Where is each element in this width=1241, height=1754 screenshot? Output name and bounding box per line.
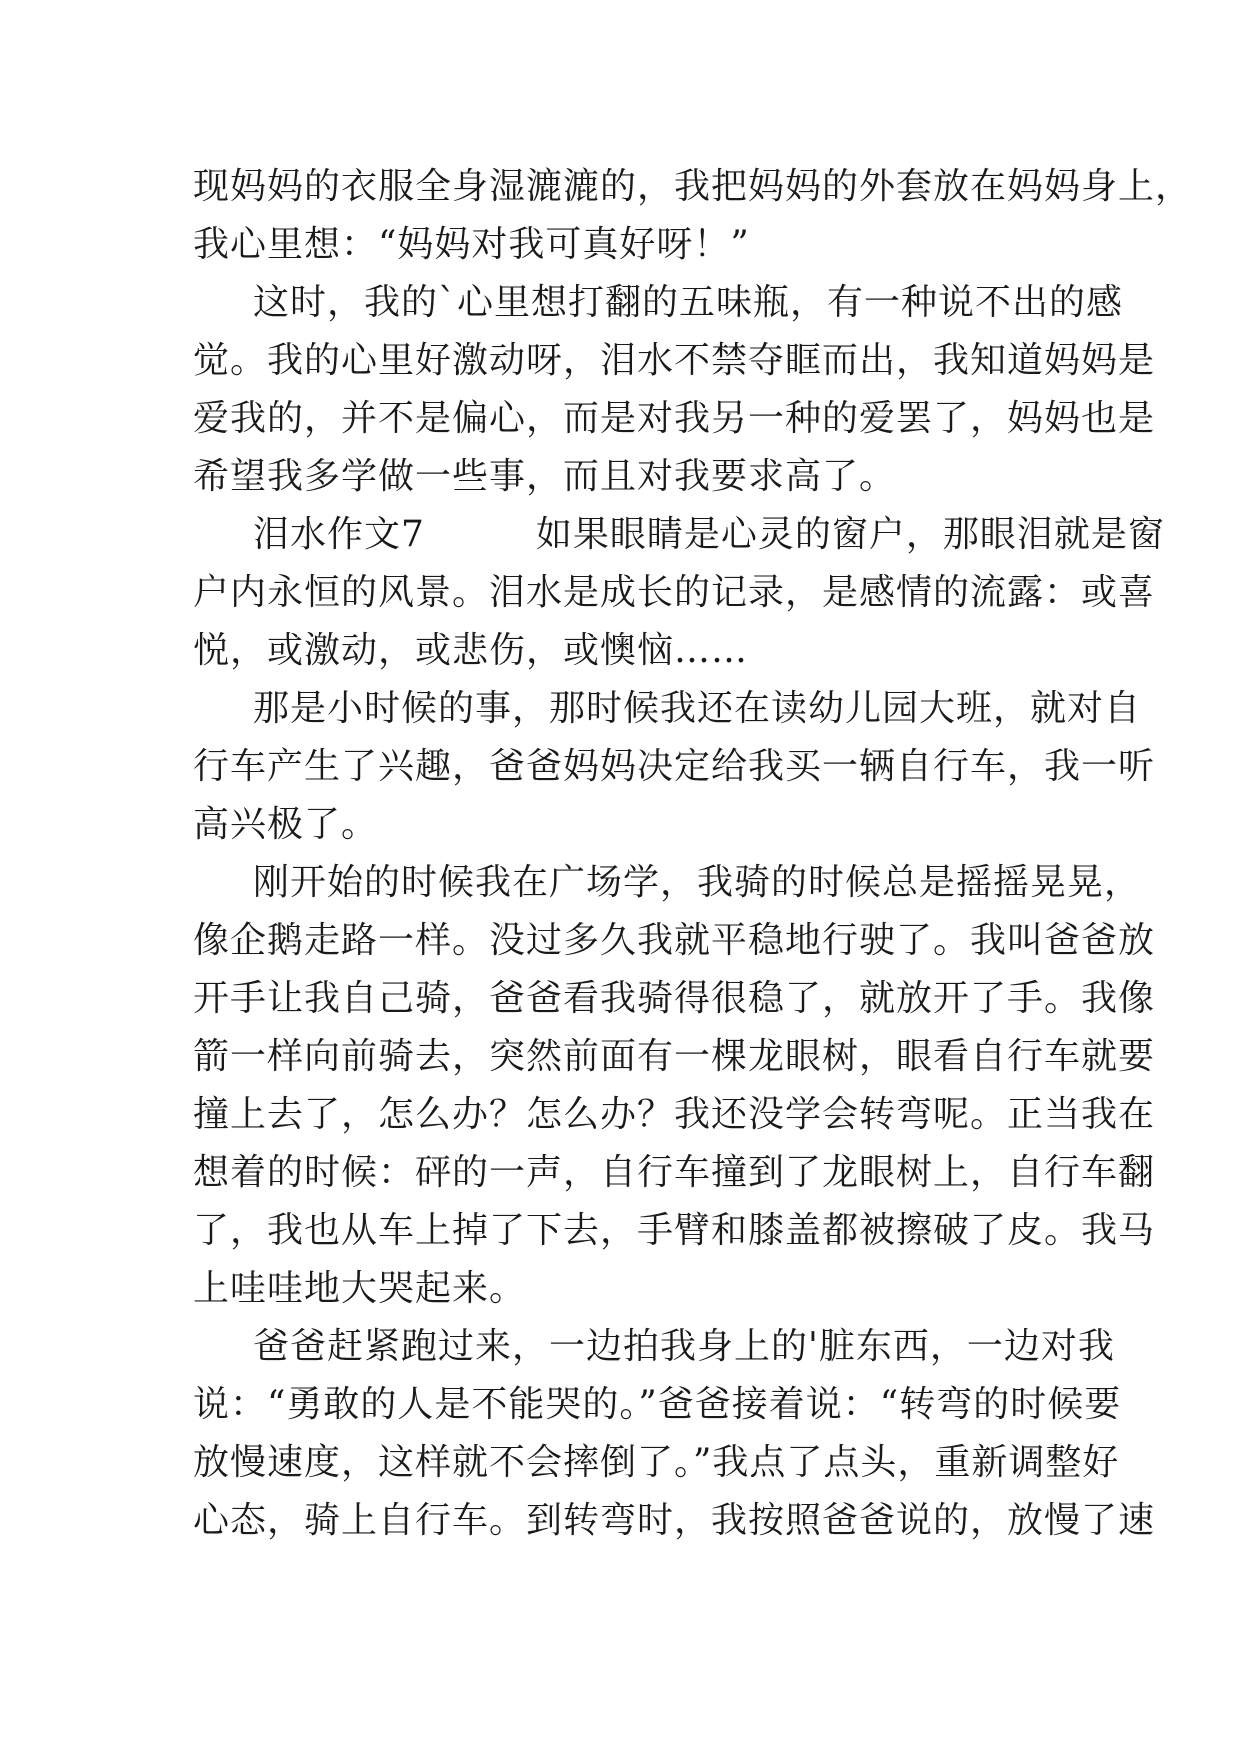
text-line: 觉。我的心里好激动呀，泪水不禁夺眶而出，我知道妈妈是 xyxy=(193,340,1156,381)
text-line: 悦，或激动，或悲伤，或懊恼…… xyxy=(193,630,749,671)
text-line: 那是小时候的事，那时候我还在读幼儿园大班，就对自 xyxy=(253,688,1142,729)
text-line: 箭一样向前骑去，突然前面有一棵龙眼树，眼看自行车就要 xyxy=(193,1036,1156,1077)
text-line: 撞上去了，怎么办？怎么办？我还没学会转弯呢。正当我在 xyxy=(193,1094,1156,1135)
text-line: 爱我的，并不是偏心，而是对我另一种的爱罢了，妈妈也是 xyxy=(193,398,1156,439)
text-line: 说：“勇敢的人是不能哭的。”爸爸接着说：“转弯的时候要 xyxy=(193,1384,1122,1425)
text-line: 户内永恒的风景。泪水是成长的记录，是感情的流露：或喜 xyxy=(193,572,1156,613)
text-line: 想着的时候：砰的一声，自行车撞到了龙眼树上，自行车翻 xyxy=(193,1152,1156,1193)
text-line: 泪水作文7 如果眼睛是心灵的窗户，那眼泪就是窗 xyxy=(253,514,1165,555)
document-body xyxy=(193,158,1193,1550)
text-line: 希望我多学做一些事，而且对我要求高了。 xyxy=(193,456,897,497)
text-line: 现妈妈的衣服全身湿漉漉的，我把妈妈的外套放在妈妈身上， xyxy=(193,166,1193,207)
text-line: 刚开始的时候我在广场学，我骑的时候总是摇摇晃晃， xyxy=(253,862,1142,903)
text-line: 高兴极了。 xyxy=(193,804,379,845)
text-line: 上哇哇地大哭起来。 xyxy=(193,1268,527,1309)
text-line: 像企鹅走路一样。没过多久我就平稳地行驶了。我叫爸爸放 xyxy=(193,920,1156,961)
text-line: 爸爸赶紧跑过来，一边拍我身上的'脏东西，一边对我 xyxy=(253,1326,1115,1367)
text-line: 我心里想：“妈妈对我可真好呀！” xyxy=(193,224,750,265)
text-line: 了，我也从车上掉了下去，手臂和膝盖都被擦破了皮。我马 xyxy=(193,1210,1156,1251)
text-line: 行车产生了兴趣，爸爸妈妈决定给我买一辆自行车，我一听 xyxy=(193,746,1156,787)
text-line: 这时，我的`心里想打翻的五味瓶，有一种说不出的感 xyxy=(253,282,1124,323)
text-line: 心态，骑上自行车。到转弯时，我按照爸爸说的，放慢了速 xyxy=(193,1500,1156,1541)
text-line: 放慢速度，这样就不会摔倒了。”我点了点头，重新调整好 xyxy=(193,1442,1120,1483)
text-line: 开手让我自己骑，爸爸看我骑得很稳了，就放开了手。我像 xyxy=(193,978,1156,1019)
